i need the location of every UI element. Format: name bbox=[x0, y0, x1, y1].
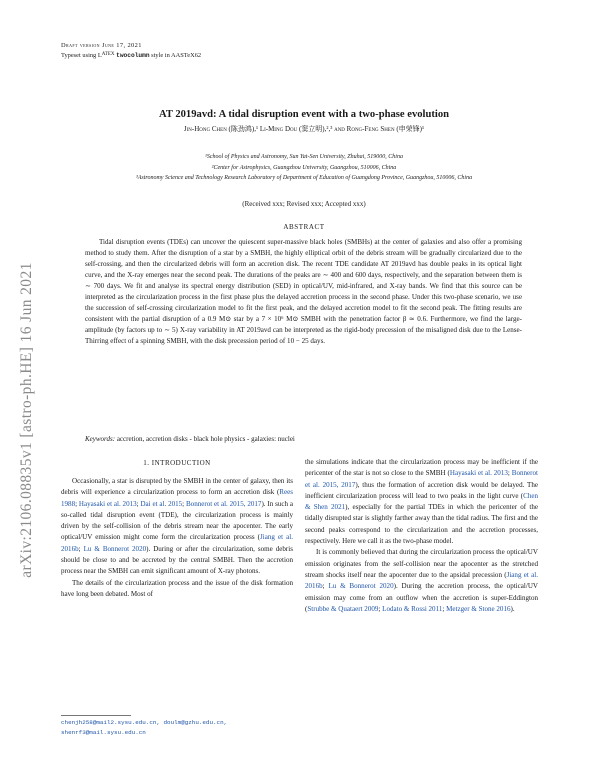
text-run: ). In such a so-called tidal disruption event (TDE), the circularization process is mainly driven by the self-collision of the debris stream near the apocenter. The early optical/UV emission might come form the circularization process ( bbox=[61, 499, 293, 542]
right-column bbox=[305, 457, 538, 615]
typeset-class: twocolumn bbox=[116, 52, 150, 59]
email-line-2[interactable]: shenrf3@mail.sysu.edu.cn bbox=[61, 728, 146, 736]
citation-link[interactable]: Strubbe & Quataert 2009 bbox=[307, 604, 379, 613]
citation-link[interactable]: Lu & Bonnerot 2020 bbox=[328, 582, 394, 591]
text-run: ; bbox=[507, 469, 512, 478]
intro-paragraph-2-continued bbox=[305, 457, 538, 547]
keywords bbox=[85, 434, 522, 444]
abstract-heading: ABSTRACT bbox=[283, 223, 325, 231]
citation-link[interactable]: Lu & Bonnerot 2020 bbox=[83, 544, 147, 553]
affiliation-2: ²Center for Astrophysics, Guangzhou University, Guangzhou, 510006, China bbox=[211, 164, 397, 171]
text-run: Occasionally, a star is disrupted by the SMBH in the center of galaxy, then its debris will experience a circularization process to form an accretion disk ( bbox=[61, 477, 293, 497]
text-run: ), especially for the partial TDEs in which the pericenter of the tidally disrupted star is slightly farther away than the tidal radius. The first and the second peaks correspond to the circularization and the accretion processes, respectively. Here we call it as the two-phase model. bbox=[305, 503, 538, 546]
typeset-line bbox=[61, 50, 201, 60]
intro-paragraph-2: The details of the circularization process and the issue of the disk formation have long been debated. Most of bbox=[61, 578, 293, 598]
intro-paragraph-1 bbox=[61, 476, 293, 578]
affiliation-1: ¹School of Physics and Astronomy, Sun Yat-Sen University, Zhuhai, 519000, China bbox=[205, 154, 403, 160]
citation-link[interactable]: Jiang et al. 2016b bbox=[61, 533, 293, 553]
draft-version-line: Draft version June 17, 2021 bbox=[61, 42, 142, 49]
typeset-suffix: style in AASTeX62 bbox=[149, 52, 202, 59]
abstract-text: Tidal disruption events (TDEs) can uncover the quiescent super-massive black holes (SMBHs) at the center of galaxies and also offer a promising method to study them. After the disruption of a star by a SMBH, the highly elliptical orbit of the debris stream will be gradually circularized due to the self-crossing, and then the circularized debris will form an accretion disk. The recent TDE candidate AT 2019avd has double peaks in its optical light curve, and the X-ray emerges near the second peak. The durations of the peaks are ∼ 400 and 600 days, respectively, and the separation between them is ∼ 700 days. We fit and analyse its spectral energy distribution (SED) in optical/UV, mid-infrared, and X-ray bands. We find that this source can be interpreted as the circularization process in the first phase plus the delayed accretion process in the second phase. Under this two-phase scenario, we use the succession of self-crossing circularization model to fit the first peak, and the delayed accretion model to fit the second peak. The fitting results are consistent with the partial disruption of a 0.9 M⊙ star by a 7 × 10⁶ M⊙ SMBH with the penetration factor β ≃ 0.6. Furthermore, we find the large-amplitude (by factors up to ∼ 5) X-ray variability in AT 2019avd can be interpreted as the rigid-body precession of the misaligned disk due to the Lense-Thirring effect of a spinning SMBH, with the disk precession period of 10 − 25 days. bbox=[85, 238, 522, 346]
text-run: ), thus the formation of accretion disk would be delayed. The inefficient circularization process will lead to two peaks in the light curve ( bbox=[305, 480, 538, 500]
citation-link[interactable]: Rees 1988 bbox=[61, 488, 293, 508]
typeset-prefix: Typeset using L bbox=[61, 52, 102, 59]
text-run: ). During or after the circularization, some debris should be close to and be accreted by the central SMBH. Then the accretion process near the SMBH can emit significant amount of X-ray photons. bbox=[61, 544, 293, 576]
citation-link[interactable]: Dai et al. 2015 bbox=[140, 499, 183, 508]
text-run: It is commonly believed that during the circularization process the optical/UV emission originates from the self-collision near the apocenter as the stretched stream shocks itself near the apocenter due to the apsidal precession ( bbox=[305, 548, 538, 579]
text-run: ; bbox=[136, 499, 141, 508]
text-run: ). During the accretion process, the optical/UV emission may come from an outflow when the accretion is super-Eddington ( bbox=[305, 582, 538, 613]
corresponding-emails bbox=[61, 718, 227, 737]
keywords-label: Keywords: bbox=[85, 435, 116, 443]
text-run: ; bbox=[182, 499, 186, 508]
citation-link[interactable]: Bonnerot et al. 2015, 2017 bbox=[185, 499, 262, 508]
affiliations bbox=[61, 152, 547, 184]
draft-header bbox=[61, 41, 201, 60]
email-line-1[interactable]: chenjh258@mail2.sysu.edu.cn, doulm@gzhu.edu.cn, bbox=[61, 719, 228, 726]
text-run: ; bbox=[442, 604, 447, 613]
author-list: Jin-Hong Chen (陈劲鸿),¹ Li-Ming Dou (窦立明),²,³ and Rong-Feng Shen (申荣锋)¹ bbox=[183, 125, 425, 133]
left-column bbox=[61, 457, 293, 600]
citation-link[interactable]: Jiang et al. 2016b bbox=[305, 570, 538, 591]
section-heading-introduction: 1. INTRODUCTION bbox=[143, 459, 211, 467]
citation-link[interactable]: Lodato & Rossi 2011 bbox=[382, 604, 443, 613]
text-run: ; bbox=[378, 604, 383, 613]
received-dates: (Received xxx; Revised xxx; Accepted xxx) bbox=[242, 200, 366, 208]
footnote-rule bbox=[61, 715, 131, 716]
arxiv-identifier-text: arXiv:2106.08835v1 [astro-ph.HE] 16 Jun 2021 bbox=[18, 262, 35, 578]
text-run: ; bbox=[322, 582, 329, 591]
text-run: the simulations indicate that the circularization process may be inefficient if the pericenter of the star is not so close to the SMBH ( bbox=[305, 458, 538, 478]
citation-link[interactable]: Hayasaki et al. 2013 bbox=[78, 499, 137, 508]
text-run: ). bbox=[510, 604, 515, 613]
citation-link[interactable]: Metzger & Stone 2016 bbox=[446, 604, 511, 613]
text-run: ; bbox=[78, 544, 84, 553]
citation-link[interactable]: Bonnerot et al. 2015, 2017 bbox=[305, 469, 539, 489]
arxiv-identifier-stamp bbox=[16, 200, 38, 640]
latex-sup: ATEX bbox=[101, 52, 115, 57]
citation-link[interactable]: Chen & Shen 2021 bbox=[305, 491, 538, 512]
intro-paragraph-3 bbox=[305, 547, 538, 615]
citation-link[interactable]: Hayasaki et al. 2013 bbox=[449, 469, 508, 478]
affiliation-3: ³Astronomy Science and Technology Research Laboratory of Department of Education of Guangdong Province, Guangzhou, 510006, China bbox=[135, 175, 473, 181]
paper-title: AT 2019avd: A tidal disruption event with a two-phase evolution bbox=[158, 109, 450, 120]
text-run: ; bbox=[75, 499, 79, 508]
keywords-list: accretion, accretion disks - black hole physics - galaxies: nuclei bbox=[115, 435, 295, 443]
